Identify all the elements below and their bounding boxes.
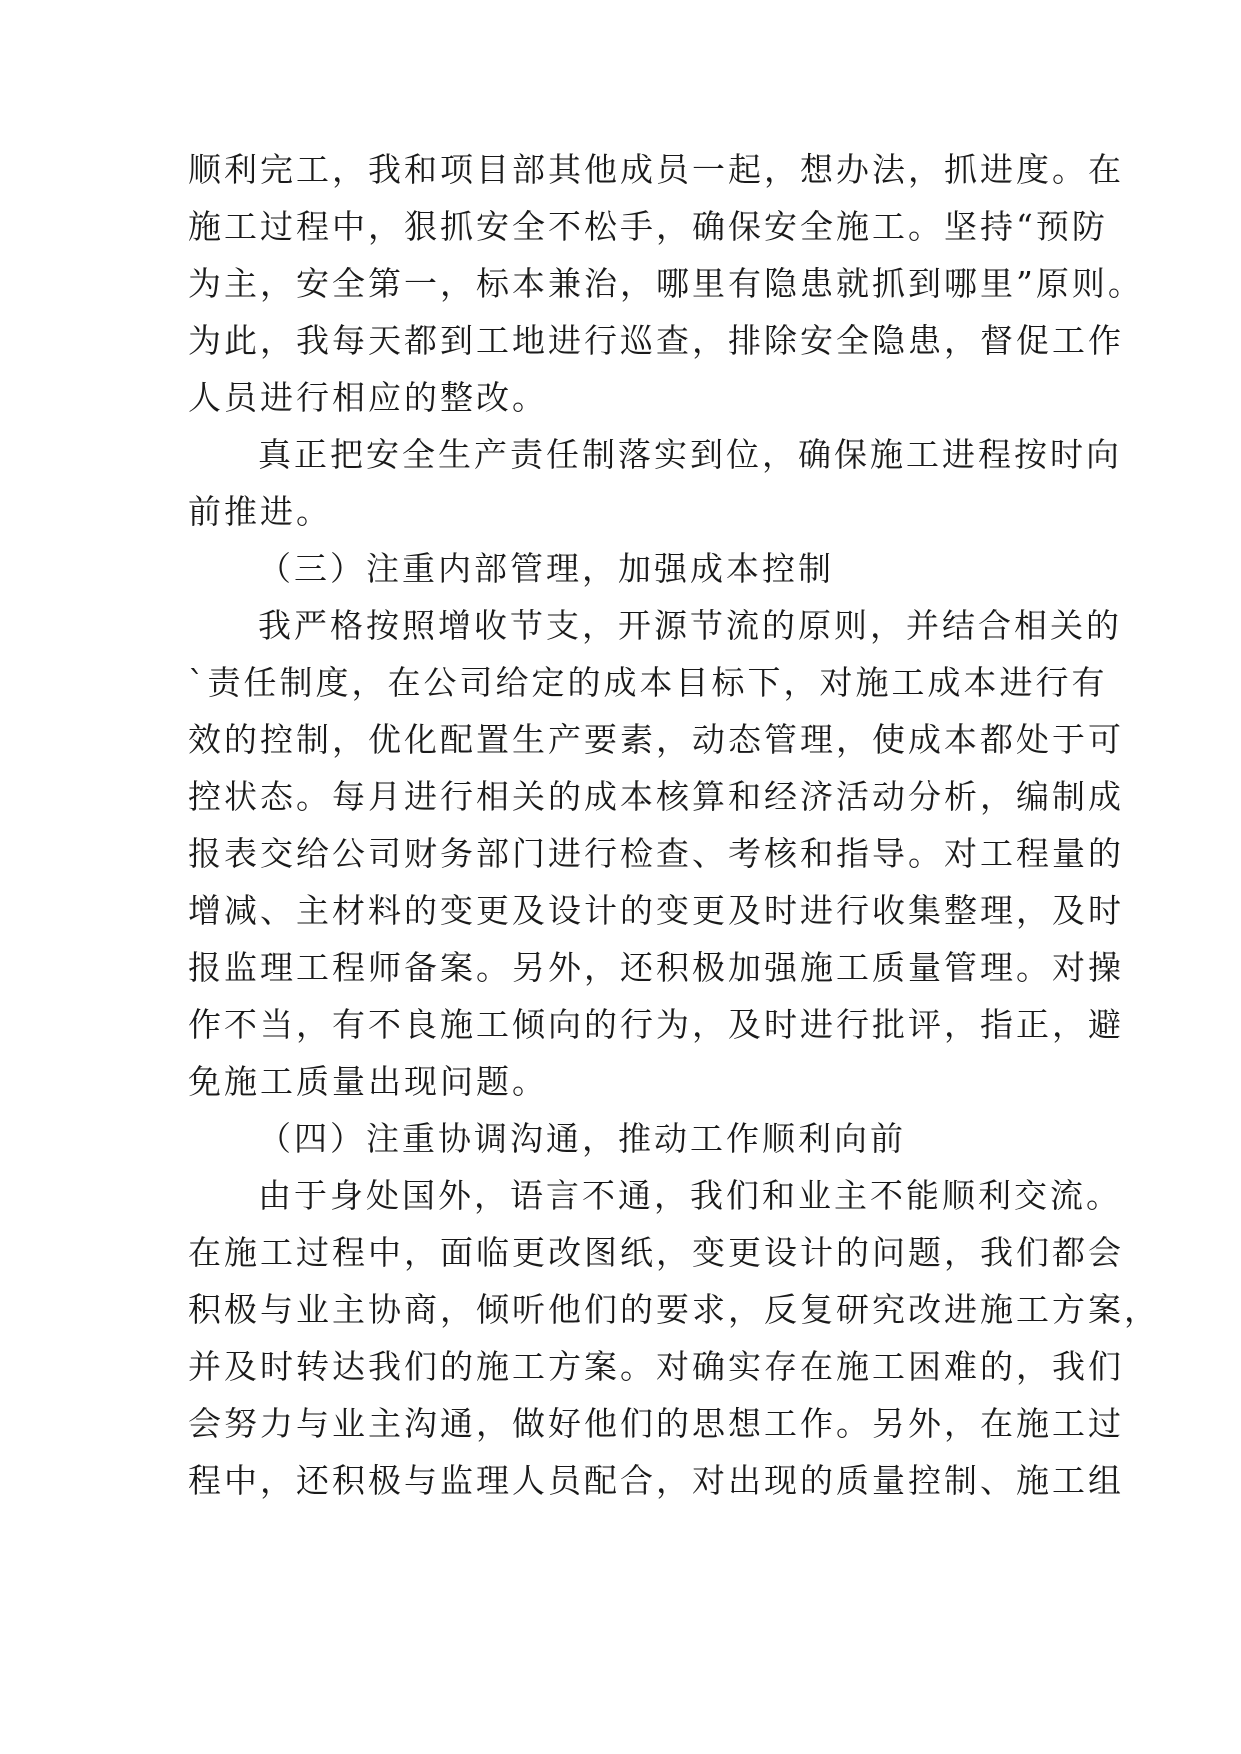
text-line: 在施工过程中，面临更改图纸，变更设计的问题，我们都会 xyxy=(188,1233,1124,1272)
text-line: 人员进行相应的整改。 xyxy=(188,378,548,417)
text-line: 我严格按照增收节支，开源节流的原则，并结合相关的 xyxy=(258,606,1122,645)
section-heading: （四）注重协调沟通，推动工作顺利向前 xyxy=(258,1119,906,1158)
text-line: 为此，我每天都到工地进行巡查，排除安全隐患，督促工作 xyxy=(188,321,1124,360)
text-line: 真正把安全生产责任制落实到位，确保施工进程按时向 xyxy=(258,435,1122,474)
text-line: `责任制度，在公司给定的成本目标下，对施工成本进行有 xyxy=(188,663,1108,702)
text-line: 并及时转达我们的施工方案。对确实存在施工困难的，我们 xyxy=(188,1347,1124,1386)
text-line: 免施工质量出现问题。 xyxy=(188,1062,548,1101)
text-line: 施工过程中，狠抓安全不松手，确保安全施工。坚持“预防 xyxy=(188,207,1108,246)
text-line: 顺利完工，我和项目部其他成员一起，想办法，抓进度。在 xyxy=(188,150,1124,189)
text-line: 控状态。每月进行相关的成本核算和经济活动分析，编制成 xyxy=(188,777,1124,816)
text-line: 为主，安全第一，标本兼治，哪里有隐患就抓到哪里”原则。 xyxy=(188,264,1144,303)
text-line: 积极与业主协商，倾听他们的要求，反复研究改进施工方案， xyxy=(188,1290,1160,1329)
text-line: 前推进。 xyxy=(188,492,332,531)
text-line: 程中，还积极与监理人员配合，对出现的质量控制、施工组 xyxy=(188,1461,1124,1500)
text-line: 增减、主材料的变更及设计的变更及时进行收集整理，及时 xyxy=(188,891,1124,930)
text-line: 作不当，有不良施工倾向的行为，及时进行批评，指正，避 xyxy=(188,1005,1124,1044)
text-line: 效的控制，优化配置生产要素，动态管理，使成本都处于可 xyxy=(188,720,1124,759)
text-line: 报监理工程师备案。另外，还积极加强施工质量管理。对操 xyxy=(188,948,1124,987)
text-line: 会努力与业主沟通，做好他们的思想工作。另外，在施工过 xyxy=(188,1404,1124,1443)
section-heading: （三）注重内部管理，加强成本控制 xyxy=(258,549,834,588)
text-line: 由于身处国外，语言不通，我们和业主不能顺利交流。 xyxy=(258,1176,1122,1215)
text-line: 报表交给公司财务部门进行检查、考核和指导。对工程量的 xyxy=(188,834,1124,873)
